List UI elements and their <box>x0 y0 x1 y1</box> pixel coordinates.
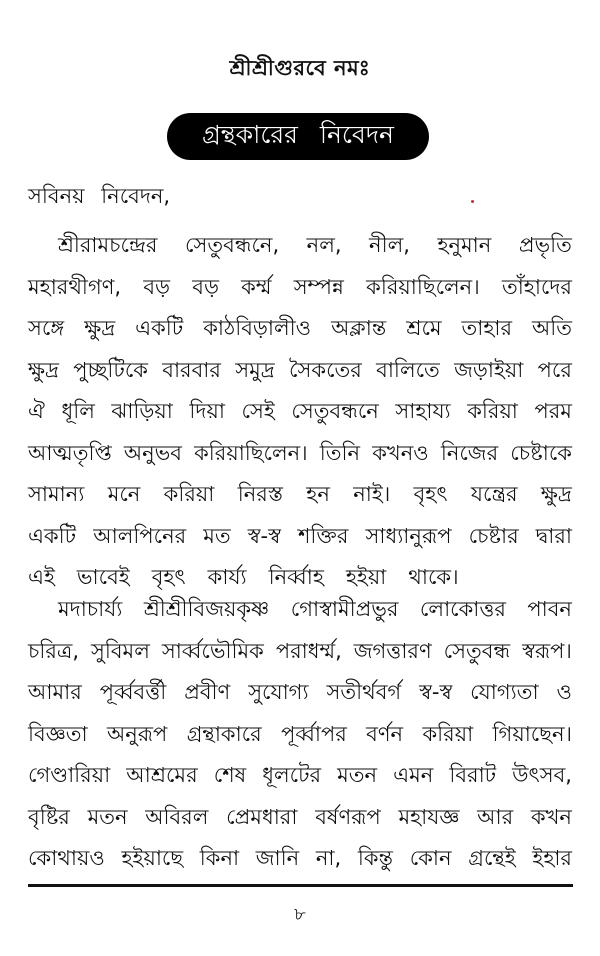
word: জগত্তারণ <box>353 638 432 663</box>
word: ক্ষুদ্র <box>84 316 116 341</box>
word: কোথায়ও <box>28 846 105 871</box>
red-speck <box>471 200 474 203</box>
word: গিয়াছেন। <box>492 721 572 746</box>
word: শ্রীরামচন্দ্রের <box>58 233 158 258</box>
word: অতি <box>532 316 572 341</box>
word: ঝাড়িয়া <box>111 399 173 424</box>
word: নল, <box>306 233 342 258</box>
word: অবিরল <box>145 804 209 829</box>
word: নির্ব্বাহ <box>268 565 324 590</box>
word: আত্মতৃপ্তি <box>28 440 112 465</box>
word: শ্রীশ্রীবিজয়কৃষ্ণ <box>143 597 270 622</box>
word: ধূলি <box>61 399 95 424</box>
word: মতন <box>87 804 128 829</box>
word: এই <box>28 565 55 590</box>
word: বৃহৎ <box>151 565 186 590</box>
word: প্রবীণ <box>184 680 231 705</box>
footer-rule <box>28 884 573 887</box>
word: ধূলটের <box>262 763 322 788</box>
text-line <box>28 392 572 434</box>
word: অনুভব <box>123 440 182 465</box>
text-line <box>28 590 572 632</box>
invocation-header: শ্রীশ্রীগুরবে নমঃ <box>229 56 371 80</box>
word: করিয়াছিলেন। <box>194 440 308 465</box>
word: কিনা <box>199 846 240 871</box>
word: বালিতে <box>376 357 440 382</box>
word: করিয়াছিলেন। <box>366 274 480 299</box>
word: করিয়া <box>467 399 518 424</box>
word: কাঠবিড়ালীও <box>203 316 312 341</box>
word: সেই <box>241 399 275 424</box>
word: সাহায্য <box>395 399 451 424</box>
word: বড় <box>192 274 219 299</box>
word: সমুদ্র <box>235 357 275 382</box>
paragraph-2 <box>28 590 572 881</box>
word: একটি <box>135 316 184 341</box>
word: সুযোগ্য <box>248 680 309 705</box>
word: করিয়া <box>422 721 474 746</box>
word: হন <box>306 482 330 507</box>
word: হনুমান <box>437 233 492 258</box>
text-line <box>28 434 572 476</box>
word: শক্তির <box>298 523 349 548</box>
word: জড়াইয়া <box>454 357 524 382</box>
word: পরাধর্ম্ম, <box>275 638 342 663</box>
word: কিন্তু <box>357 846 394 871</box>
word: স্বরূপ। <box>522 638 572 663</box>
word: হইয়াছে <box>121 846 184 871</box>
word: মতন <box>337 763 378 788</box>
word: চেষ্টাকে <box>510 440 572 465</box>
word: হইয়া <box>345 565 387 590</box>
text-line <box>28 517 572 559</box>
word: সেতুবন্ধ <box>443 638 511 663</box>
word: আশ্রমের <box>126 763 198 788</box>
word: নীল, <box>369 233 410 258</box>
word: তাহার <box>461 316 513 341</box>
text-line <box>28 351 572 393</box>
word: কর্ম্ম <box>241 274 272 299</box>
word: মহারথীগণ, <box>28 274 122 299</box>
word: প্রভৃতি <box>518 233 572 258</box>
word: ভাবেই <box>76 565 130 590</box>
word: বারবার <box>162 357 221 382</box>
word: দিয়া <box>189 399 225 424</box>
word: সঙ্গে <box>28 316 65 341</box>
word: নাই। <box>353 482 391 507</box>
word: ইহার <box>532 846 572 871</box>
word: সাধ্যানুরূপ <box>365 523 452 548</box>
word: সম্পন্ন <box>293 274 344 299</box>
salutation: সবিনয় নিবেদন, <box>28 184 171 208</box>
text-line <box>28 839 572 881</box>
text-line <box>28 673 572 715</box>
word: প্রেমধারা <box>226 804 298 829</box>
text-line <box>28 756 572 798</box>
paragraph-1 <box>28 226 572 600</box>
page-number: ৮ <box>294 904 306 925</box>
text-line <box>28 268 572 310</box>
word: গোস্বামীপ্রভুর <box>290 597 399 622</box>
word: পূর্ব্ববর্ত্তী <box>99 680 167 705</box>
word: স্ব-স্ব <box>419 680 453 705</box>
text-line <box>28 226 572 268</box>
word: বর্ণন <box>366 721 404 746</box>
text-line <box>28 715 572 757</box>
word: পাবন <box>527 597 572 622</box>
word: এমন <box>393 763 434 788</box>
word: পরম <box>534 399 572 424</box>
word: গ্রন্থাকারে <box>186 721 262 746</box>
word: পূর্ব্বাপর <box>281 721 347 746</box>
word: দ্বারা <box>535 523 572 548</box>
word: মদাচার্য্য <box>58 597 123 622</box>
word: ও <box>556 680 572 705</box>
word: নিজের <box>440 440 499 465</box>
word: বর্ষণরূপ <box>315 804 381 829</box>
word: উৎসব, <box>512 763 572 788</box>
word: চরিত্র, <box>28 638 79 663</box>
word: কখনও <box>372 440 429 465</box>
word: নিরস্ত <box>237 482 283 507</box>
word: স্ব-স্ব <box>247 523 281 548</box>
word: বৃহৎ <box>413 482 448 507</box>
word: বড় <box>143 274 171 299</box>
word: ক্ষুদ্র <box>540 482 572 507</box>
word: সৈকতের <box>289 357 362 382</box>
word: অক্লান্ত <box>331 316 387 341</box>
word: পুচ্ছটিকে <box>73 357 148 382</box>
word: তাঁহাদের <box>501 274 572 299</box>
word: মহাযজ্ঞ <box>398 804 460 829</box>
word: লোকোত্তর <box>419 597 506 622</box>
word: যন্ত্রের <box>470 482 518 507</box>
text-line <box>28 309 572 351</box>
word: ঐ <box>28 399 45 424</box>
word: শ্রমে <box>406 316 442 341</box>
word: অনুরূপ <box>107 721 168 746</box>
word: পরে <box>537 357 572 382</box>
word: বিজ্ঞতা <box>28 721 88 746</box>
text-line <box>28 632 572 674</box>
word: চেষ্টার <box>468 523 519 548</box>
word: কোন <box>409 846 452 871</box>
title-banner <box>167 113 429 160</box>
word: ক্ষুদ্র <box>28 357 59 382</box>
word: যোগ্যতা <box>470 680 539 705</box>
text-line <box>28 475 572 517</box>
word: সামান্য <box>28 482 85 507</box>
word: মনে <box>107 482 141 507</box>
word: কখন <box>530 804 572 829</box>
word: একটি <box>28 523 77 548</box>
word: শেষ <box>213 763 247 788</box>
word: করিয়া <box>163 482 215 507</box>
page-title: গ্রন্থকারের নিবেদন <box>202 120 394 149</box>
word: থাকে। <box>408 565 459 590</box>
word: সতীর্থবর্গ <box>326 680 402 705</box>
word: মত <box>203 523 231 548</box>
word: গ্রন্থেই <box>468 846 516 871</box>
word: কার্য্য <box>207 565 247 590</box>
word: আর <box>477 804 514 829</box>
word: না, <box>315 846 342 871</box>
word: সেতুবন্ধনে <box>291 399 379 424</box>
word: বৃষ্টির <box>28 804 70 829</box>
word: সেতুবন্ধনে, <box>185 233 280 258</box>
word: তিনি <box>319 440 361 465</box>
word: সার্ব্বভৌমিক <box>161 638 264 663</box>
word: জানি <box>255 846 300 871</box>
word: আমার <box>28 680 82 705</box>
text-line <box>28 798 572 840</box>
word: গেণ্ডারিয়া <box>28 763 111 788</box>
word: আলপিনের <box>93 523 187 548</box>
word: সুবিমল <box>90 638 150 663</box>
word: বিরাট <box>449 763 497 788</box>
